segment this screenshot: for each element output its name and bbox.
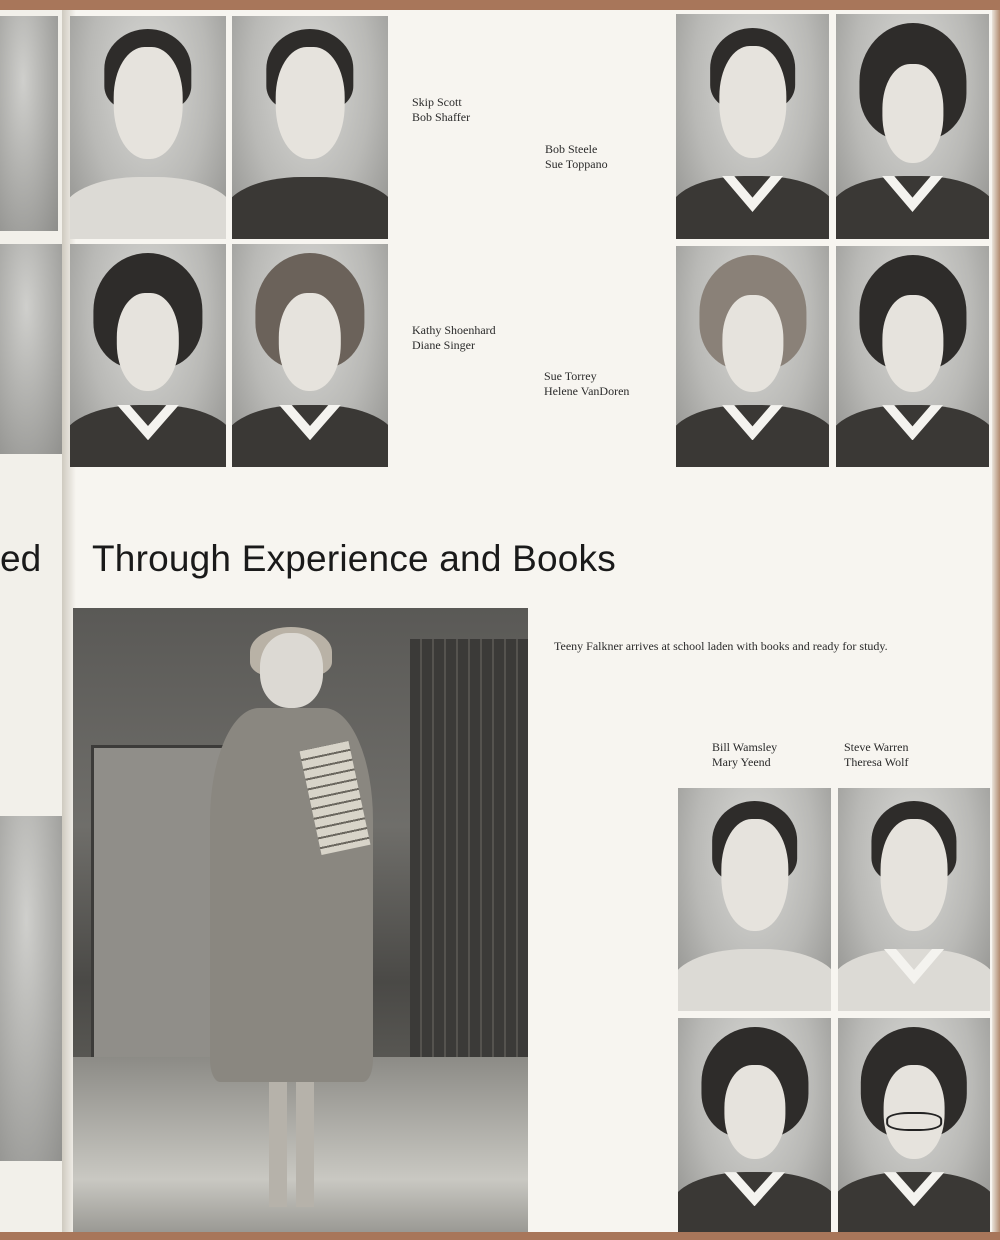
portrait-diane-singer: [232, 244, 388, 467]
portrait-bob-steele: [676, 14, 829, 239]
portrait-helene-vandoren: [836, 246, 989, 467]
caption-block-top-left-1: [412, 95, 470, 125]
caption-block-bottom-2: [844, 740, 908, 770]
caption-name: Steve Warren: [844, 740, 909, 754]
caption-name: Sue Torrey: [544, 369, 597, 383]
left-page-portrait-bottom: [0, 244, 66, 454]
caption-block-bottom-1: [712, 740, 777, 770]
portrait-sue-toppano: [836, 14, 989, 239]
portrait-skip-scott: [70, 16, 226, 239]
book-cover-edge: [992, 10, 1000, 1232]
hallway-lockers: [410, 639, 528, 1076]
eyeglasses-icon: [886, 1112, 942, 1131]
caption-name: Kathy Shoenhard: [412, 323, 496, 337]
caption-block-top-right-1: [545, 142, 608, 172]
caption-name: Helene VanDoren: [544, 384, 630, 398]
portrait-bill-wamsley: [678, 788, 831, 1011]
left-page-edge: [0, 10, 70, 1232]
caption-name: Bob Steele: [545, 142, 598, 156]
caption-name: Bill Wamsley: [712, 740, 778, 754]
portrait-sue-torrey: [676, 246, 829, 467]
student-face: [260, 633, 324, 708]
portrait-kathy-shoenhard: [70, 244, 226, 467]
section-heading: Through Experience and Books: [92, 538, 616, 579]
left-page-portrait-top: [0, 16, 58, 231]
left-page-heading-fragment: ed: [0, 538, 42, 579]
caption-name: Diane Singer: [412, 338, 475, 352]
caption-name: Theresa Wolf: [844, 755, 909, 769]
caption-name: Bob Shaffer: [412, 110, 471, 124]
candid-caption: Teeny Falkner arrives at school laden with books and ready for study.: [554, 639, 888, 653]
portrait-steve-warren: [838, 788, 990, 1011]
caption-block-top-left-2: [412, 323, 496, 353]
caption-name: Sue Toppano: [545, 157, 608, 171]
candid-photo-student-with-books: [73, 608, 528, 1232]
left-page-candid-photo: [0, 816, 66, 1161]
student-legs: [269, 1082, 315, 1207]
portrait-mary-yeend: [678, 1018, 831, 1232]
caption-block-top-right-2: [544, 369, 629, 399]
caption-name: Skip Scott: [412, 95, 462, 109]
portrait-bob-shaffer: [232, 16, 388, 239]
caption-name: Mary Yeend: [712, 755, 771, 769]
portrait-theresa-wolf: [838, 1018, 990, 1232]
yearbook-spread: [0, 10, 1000, 1232]
